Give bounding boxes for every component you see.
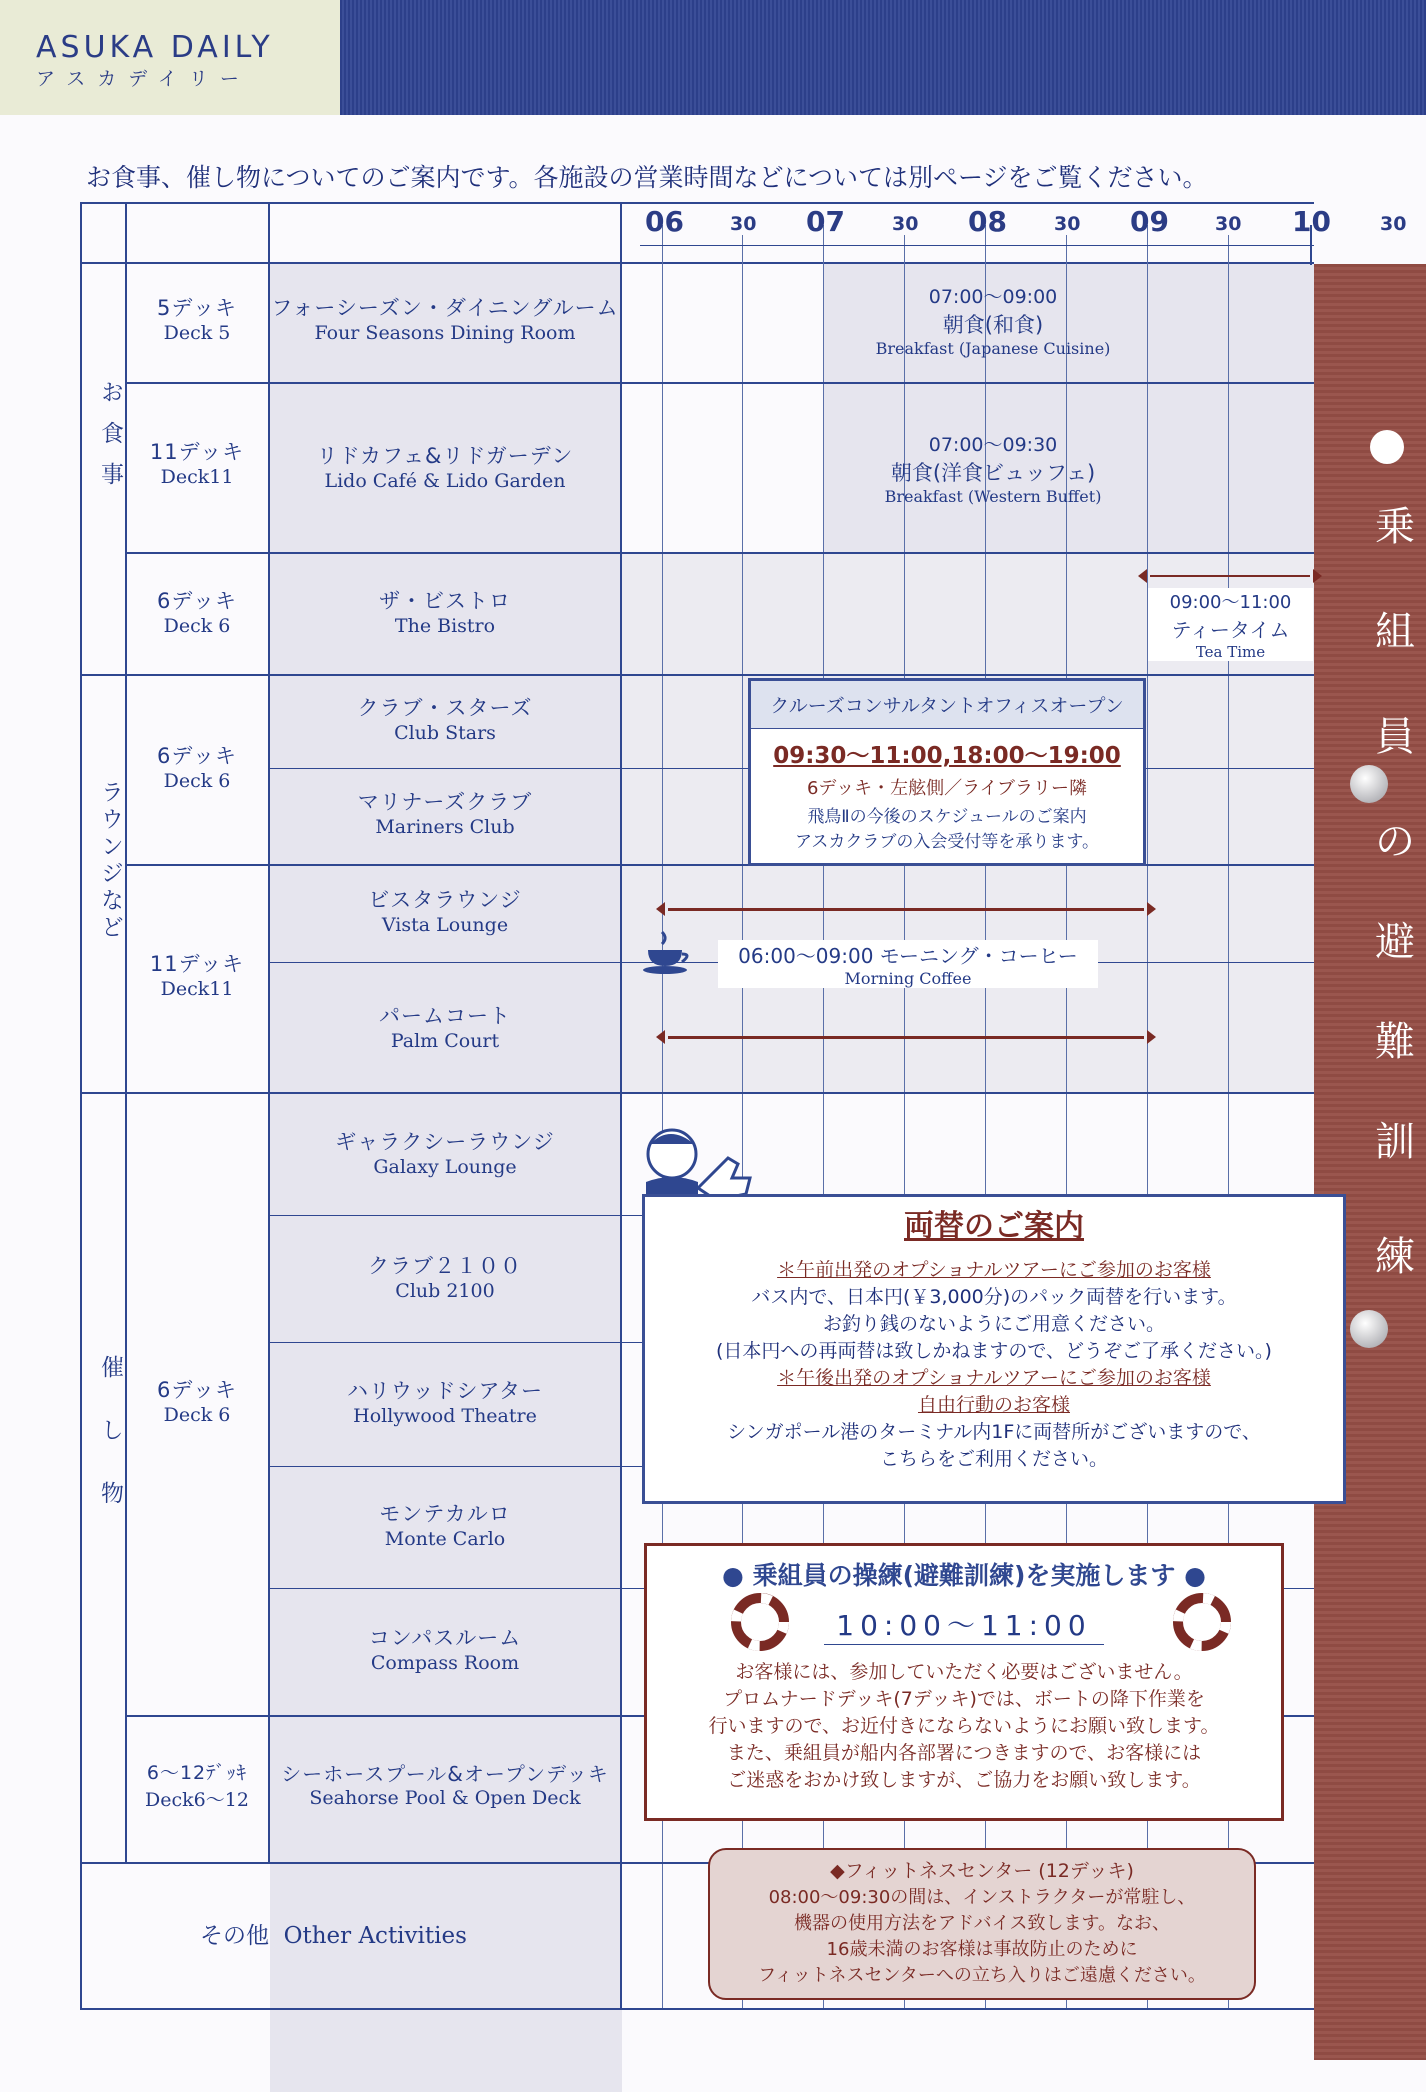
binder-hole-icon (1350, 1310, 1388, 1348)
category-events: 催し物 (97, 1355, 123, 1544)
exchange-title: 両替のご案内 (904, 1209, 1084, 1244)
exchange-line: 自由行動のお客様 (917, 1394, 1070, 1416)
fitness-line: フィットネスセンターへの立ち入りはご遠慮ください。 (758, 1965, 1206, 1986)
coffee-arrow-top (668, 908, 1144, 911)
drill-line: お客様には、参加していただく必要はございません。 (735, 1661, 1193, 1683)
venue-cell: クラブ２１００ Club 2100 (368, 1254, 522, 1302)
lifebuoy-icon (730, 1592, 790, 1652)
tea-arrow (1150, 575, 1310, 577)
venue-cell: パームコート Palm Court (379, 1004, 511, 1052)
fitness-center-box (708, 1848, 1256, 2000)
venue-cell: ハリウッドシアター Hollywood Theatre (346, 1379, 544, 1427)
exchange-line: ＊午後出発のオプショナルツアーにご参加のお客様 (777, 1367, 1211, 1389)
exchange-line: バス内で、日本円(￥3,000分)のパック両替を行います。 (751, 1286, 1237, 1308)
drill-line: ご迷惑をおかけ致しますが、ご協力をお願い致します。 (727, 1769, 1201, 1791)
banner-char: の (1375, 819, 1415, 865)
time-tick: 06 (645, 205, 684, 238)
time-tick: 30 (730, 213, 757, 235)
drill-title: ● 乗組員の操練(避難訓練)を実施します ● (722, 1561, 1206, 1590)
deck-cell: 11デッキ Deck11 (149, 952, 245, 1000)
drill-time: 10:00〜11:00 (824, 1604, 1104, 1645)
drill-line: 行いますので、お近付きにならないようにお願い致します。 (708, 1715, 1220, 1737)
deck-cell: 6〜12ﾃﾞｯｷ Deck6〜12 (145, 1762, 249, 1811)
event-breakfast-western: 07:00〜09:30 朝食(洋食ビュッフェ) Breakfast (Western Buffet) (884, 434, 1102, 506)
coffee-arrow-bottom (668, 1036, 1144, 1039)
banner-char: 組 (1375, 609, 1415, 655)
binder-hole-icon (1350, 765, 1388, 803)
consultant-title: クルーズコンサルタントオフィスオープン (751, 681, 1143, 729)
drill-line: また、乗組員が船内各部署につきますので、お客様には (726, 1742, 1202, 1764)
time-tick: 07 (806, 205, 845, 238)
event-tea-time: 09:00〜11:00 ティータイム Tea Time (1148, 588, 1313, 661)
venue-cell: ザ・ビストロ The Bistro (379, 589, 511, 637)
publication-title-jp: アスカデイリー (36, 68, 251, 90)
time-tick: 30 (1054, 213, 1081, 235)
time-tick: 10 (1292, 205, 1331, 238)
venue-cell: リドカフェ&リドガーデン Lido Café & Lido Garden (316, 444, 574, 492)
header-stripe (340, 0, 1426, 115)
time-tick: 09 (1130, 205, 1169, 238)
deck-cell: 5デッキ Deck 5 (157, 296, 237, 344)
crew-drill-box (644, 1543, 1284, 1821)
time-tick: 08 (968, 205, 1007, 238)
consultant-line: 飛鳥Ⅱの今後のスケジュールのご案内 (807, 807, 1087, 827)
intro-text: お食事、催し物についてのご案内です。各施設の営業時間などについては別ページをご覧ください。 (86, 163, 1208, 192)
deck-cell: 6デッキ Deck 6 (157, 589, 237, 637)
category-other: その他 Other Activities (200, 1923, 467, 1949)
banner-char: 難 (1375, 1019, 1415, 1065)
coffee-cup-icon (640, 928, 700, 980)
deck-cell: 11デッキ Deck11 (149, 440, 245, 488)
fitness-title: ◆フィットネスセンター (12デッキ) (830, 1860, 1134, 1882)
exchange-line: シンガポール港のターミナル内1Fに両替所がございますので、 (727, 1421, 1261, 1443)
fitness-line: 08:00〜09:30の間は、インストラクターが常駐し、 (768, 1887, 1196, 1908)
deck-cell: 6デッキ Deck 6 (157, 744, 237, 792)
exchange-line: ＊午前出発のオプショナルツアーにご参加のお客様 (777, 1259, 1211, 1281)
drill-line: プロムナードデッキ(7デッキ)では、ボートの降下作業を (723, 1688, 1205, 1710)
category-lounge: ラウンジなど (97, 780, 123, 942)
consultant-place: 6デッキ・左舷側／ライブラリー隣 (806, 778, 1087, 799)
deck-cell: 6デッキ Deck 6 (157, 1378, 237, 1426)
venue-cell: コンパスルーム Compass Room (368, 1626, 522, 1674)
fitness-line: 機器の使用方法をアドバイス致します。なお、 (793, 1913, 1171, 1934)
consultant-office-box (748, 678, 1146, 866)
time-tick: 30 (1380, 213, 1407, 235)
exchange-line: (日本円への再両替は致しかねますので、どうぞご了承ください。) (716, 1340, 1272, 1362)
event-morning-coffee: 06:00〜09:00 モーニング・コーヒー Morning Coffee (718, 940, 1098, 988)
banner-char: 員 (1375, 714, 1415, 760)
venue-cell: フォーシーズン・ダイニングルーム Four Seasons Dining Room (271, 296, 619, 344)
banner-dot-icon (1370, 430, 1404, 464)
currency-exchange-box (642, 1194, 1346, 1504)
lifebuoy-icon (1172, 1592, 1232, 1652)
consultant-line: アスカクラブの入会受付等を承ります。 (795, 832, 1099, 852)
venue-cell: マリナーズクラブ Mariners Club (357, 790, 533, 838)
venue-cell: ビスタラウンジ Vista Lounge (368, 888, 522, 936)
venue-cell: クラブ・スターズ Club Stars (357, 696, 533, 744)
time-tick: 30 (1215, 213, 1242, 235)
fitness-line: 16歳未満のお客様は事故防止のために (826, 1939, 1138, 1960)
banner-char: 訓 (1375, 1119, 1415, 1165)
publication-title: ASUKA DAILY (36, 30, 274, 65)
event-breakfast-japanese: 07:00〜09:00 朝食(和食) Breakfast (Japanese Cuisine) (875, 286, 1111, 358)
banner-char: 避 (1375, 919, 1415, 965)
exchange-line: こちらをご利用ください。 (879, 1448, 1108, 1470)
banner-char: 乗 (1375, 504, 1415, 550)
venue-cell: シーホースプール&オープンデッキ Seahorse Pool & Open Deck (281, 1762, 609, 1809)
time-tick: 30 (892, 213, 919, 235)
category-dining: お食事 (97, 380, 123, 503)
banner-char: 練 (1375, 1234, 1415, 1280)
consultant-time: 09:30〜11:00,18:00〜19:00 (773, 743, 1121, 769)
venue-cell: モンテカルロ Monte Carlo (379, 1502, 511, 1550)
venue-cell: ギャラクシーラウンジ Galaxy Lounge (335, 1130, 555, 1178)
exchange-line: お釣り銭のないようにご用意ください。 (822, 1313, 1165, 1335)
